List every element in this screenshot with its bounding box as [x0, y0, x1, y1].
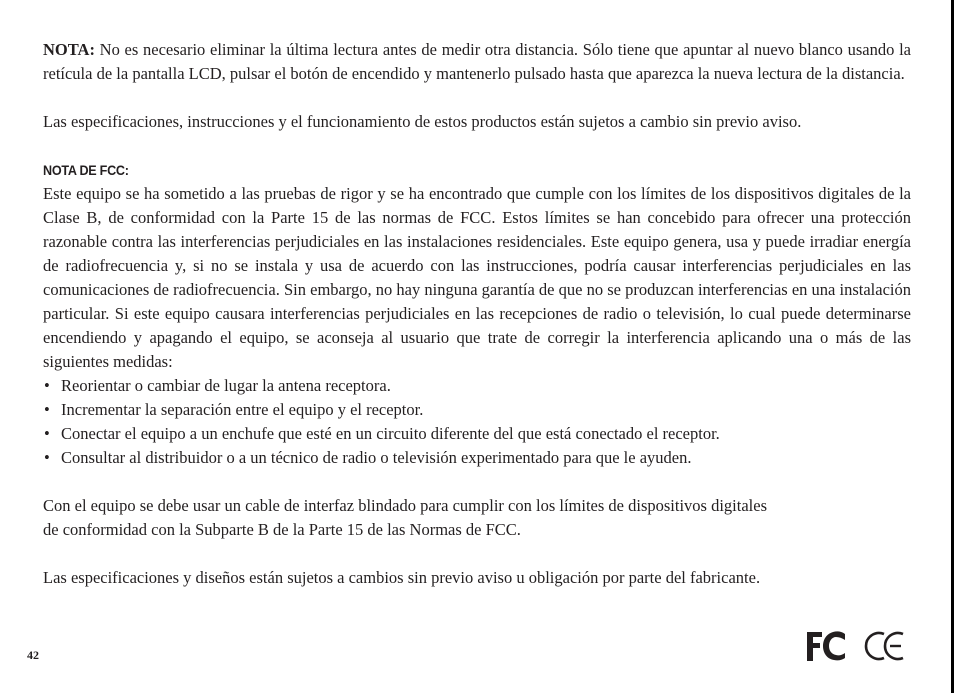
- list-item: • Reorientar o cambiar de lugar la antena receptora.: [43, 374, 911, 398]
- fcc-heading: [43, 158, 911, 182]
- fcc-body: Este equipo se ha sometido a las pruebas de rigor y se ha encontrado que cumple con los límites de los dispositivos digitales de la Clase B, de conformidad con la Parte 15 de las normas de FCC. Estos límites se han concebido para ofrecer una protección razonable contra las interferencias perjudiciales en las instalaciones residenciales. Este equipo genera, usa y puede irradiar energía de radiofrecuencia y, si no se instala y usa de acuerdo con las instrucciones, podría causar interferencias perjudiciales en las comunicaciones de radiofrecuencia. Sin embargo, no hay ninguna garantía de que no se produzcan interferencias en una instalación particular. Si este equipo causara interferencias perjudiciales en las recepciones de radio o televisión, lo cual puede determinarse encendiendo y apagando el equipo, se aconseja al usuario que trate de corregir la interferencia aplicando una o más de las siguientes medidas:: [43, 184, 911, 371]
- note-text: No es necesario eliminar la última lectura antes de medir otra distancia. Sólo tiene que apuntar al nuevo blanco usando la retícula de la pantalla LCD, pulsar el botón de encendido y mantenerlo pulsado hasta que aparezca la nueva lectura de la distancia.: [43, 40, 911, 83]
- list-item: • Incrementar la separación entre el equipo y el receptor.: [43, 398, 911, 422]
- fcc-heading-text: NOTA DE FCC:: [43, 162, 129, 178]
- page-number: 42: [27, 648, 39, 662]
- cable-requirement: [43, 494, 911, 542]
- cable-line-1: Con el equipo se debe usar un cable de interfaz blindado para cumplir con los límites de dispositivos digitales: [43, 496, 767, 515]
- ce-mark-icon: [866, 633, 903, 659]
- closing-notice: Las especificaciones y diseños están sujetos a cambios sin previo aviso u obligación por parte del fabricante.: [43, 568, 761, 587]
- document-body: [43, 38, 911, 590]
- cable-line-2: de conformidad con la Subparte B de la Parte 15 de las Normas de FCC.: [43, 520, 521, 539]
- note-label: NOTA:: [43, 40, 95, 59]
- fcc-measures-list: [43, 374, 911, 470]
- spec-notice: Las especificaciones, instrucciones y el funcionamiento de estos productos están sujetos a cambio sin previo aviso.: [43, 112, 802, 131]
- list-item: • Consultar al distribuidor o a un técnico de radio o televisión experimentado para que le ayuden.: [43, 446, 911, 470]
- note-paragraph: [43, 38, 911, 86]
- certification-logos: [805, 629, 905, 663]
- list-item: • Conectar el equipo a un enchufe que esté en un circuito diferente del que está conectado el receptor.: [43, 422, 911, 446]
- fcc-logo-icon: [807, 631, 845, 661]
